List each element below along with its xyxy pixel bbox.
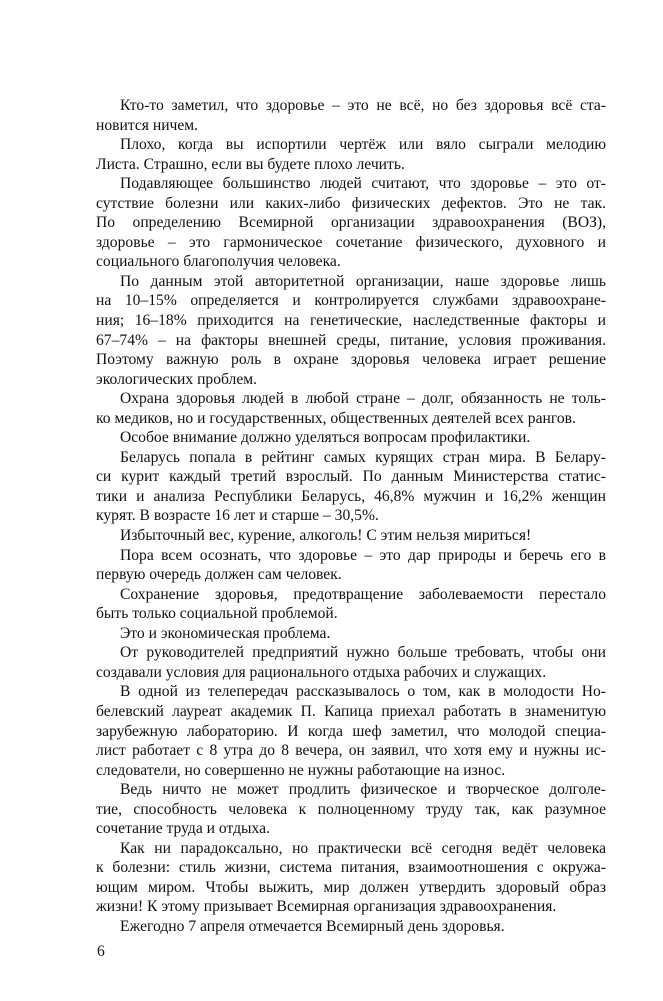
text-line: По определению Всемирной организации здравоохранения (ВОЗ), xyxy=(96,214,606,232)
text-line: здоровье – это гармоническое сочетание физического, духовного и xyxy=(96,233,606,251)
text-line: От руководителей предприятий нужно больше требовать, чтобы они xyxy=(120,644,606,662)
text-line: создавали условия для рационального отдыха рабочих и служащих. xyxy=(96,663,547,681)
text-line: Пора всем осознать, что здоровье – это дар природы и беречь его в xyxy=(120,546,606,564)
text-line: социального благополучия человека. xyxy=(96,253,341,271)
text-line: сутствие болезни или каких-либо физических дефектов. Это не так. xyxy=(96,194,606,212)
text-line: ющим миром. Чтобы выжить, мир должен утвердить здоровый образ xyxy=(96,878,606,896)
text-line: Это и экономическая проблема. xyxy=(120,624,331,642)
text-line: В одной из телепередач рассказывалось о том, как в молодости Но- xyxy=(120,683,606,701)
text-line: быть только социальной проблемой. xyxy=(96,605,338,623)
text-line: Кто-то заметил, что здоровье – это не всё, но без здоровья всё ста- xyxy=(120,97,606,114)
text-line: Плохо, когда вы испортили чертёж или вяло сыграли мелодию xyxy=(120,136,606,154)
paragraph xyxy=(96,272,606,389)
text-line: ния; 16–18% приходится на генетические, наследственные факторы и xyxy=(96,312,606,330)
paragraph xyxy=(96,585,606,624)
text-line: Поэтому важную роль в охране здоровья человека играет решение xyxy=(96,351,606,369)
text-line: Подавляющее большинство людей считают, что здоровье – это от- xyxy=(120,175,606,193)
text-line: экологических проблем. xyxy=(96,370,258,388)
text-line: Сохранение здоровья, предотвращение заболеваемости перестало xyxy=(120,585,606,603)
text-line: Как ни парадоксально, но практически всё сегодня ведёт человека xyxy=(120,839,606,857)
body-text xyxy=(96,96,606,937)
text-line: курят. В возрасте 16 лет и старше – 30,5%. xyxy=(96,507,379,525)
text-line: первую очередь должен сам человек. xyxy=(96,566,342,584)
text-line: Листа. Страшно, если вы будете плохо лечить. xyxy=(96,155,405,173)
paragraph xyxy=(96,780,606,839)
paragraph xyxy=(96,917,606,937)
text-line: сочетание труда и отдыха. xyxy=(96,820,270,838)
text-line: следователи, но совершенно не нужны работающие на износ. xyxy=(96,761,506,779)
text-line: си курит каждый третий взрослый. По данным Министерства статис- xyxy=(96,468,606,486)
text-line: тики и анализа Республики Беларусь, 46,8% мужчин и 16,2% женщин xyxy=(96,487,606,505)
text-line: тие, способность человека к полноценному труду так, как разумное xyxy=(96,800,606,818)
paragraph xyxy=(96,448,606,526)
text-line: белевский лауреат академик П. Капица приехал работать в знаменитую xyxy=(96,702,606,720)
text-line: ко медиков, но и государственных, общественных деятелей всех рангов. xyxy=(96,409,576,427)
text-line: 67–74% – на факторы внешней среды, питание, условия проживания. xyxy=(96,331,606,349)
text-line: жизни! К этому призывает Всемирная организация здравоохранения. xyxy=(96,898,557,916)
text-line: зарубежную лабораторию. И когда шеф заметил, что молодой специа- xyxy=(96,722,606,740)
text-line: Избыточный вес, курение, алкоголь! С этим нельзя мириться! xyxy=(120,527,532,545)
paragraph xyxy=(96,682,606,780)
paragraph xyxy=(96,643,606,682)
paragraph xyxy=(96,428,606,448)
text-line: на 10–15% определяется и контролируется службами здравоохране- xyxy=(96,292,606,310)
text-line: Особое внимание должно уделяться вопросам профилактики. xyxy=(120,429,531,447)
paragraph xyxy=(96,546,606,585)
paragraph xyxy=(96,839,606,917)
page-number: 6 xyxy=(97,943,105,960)
text-line: Охрана здоровья людей в любой стране – долг, обязанность не толь- xyxy=(120,390,606,408)
text-line: Беларусь попала в рейтинг самых курящих стран мира. В Белару- xyxy=(120,448,606,466)
text-line: Ведь ничто не может продлить физическое и творческое долголе- xyxy=(120,781,606,799)
text-line: новится ничем. xyxy=(96,116,199,134)
paragraph xyxy=(96,624,606,644)
text-line: лист работает с 8 утра до 8 вечера, он заявил, что хотя ему и нужны ис- xyxy=(96,742,606,760)
paragraph xyxy=(96,174,606,272)
text-line: Ежегодно 7 апреля отмечается Всемирный день здоровья. xyxy=(120,917,505,935)
paragraph xyxy=(96,526,606,546)
paragraph xyxy=(96,135,606,174)
text-line: к болезни: стиль жизни, система питания, взаимоотношения с окружа- xyxy=(96,859,606,877)
paragraph xyxy=(96,389,606,428)
text-line: По данным этой авторитетной организации, наше здоровье лишь xyxy=(120,272,606,290)
paragraph xyxy=(96,96,606,135)
